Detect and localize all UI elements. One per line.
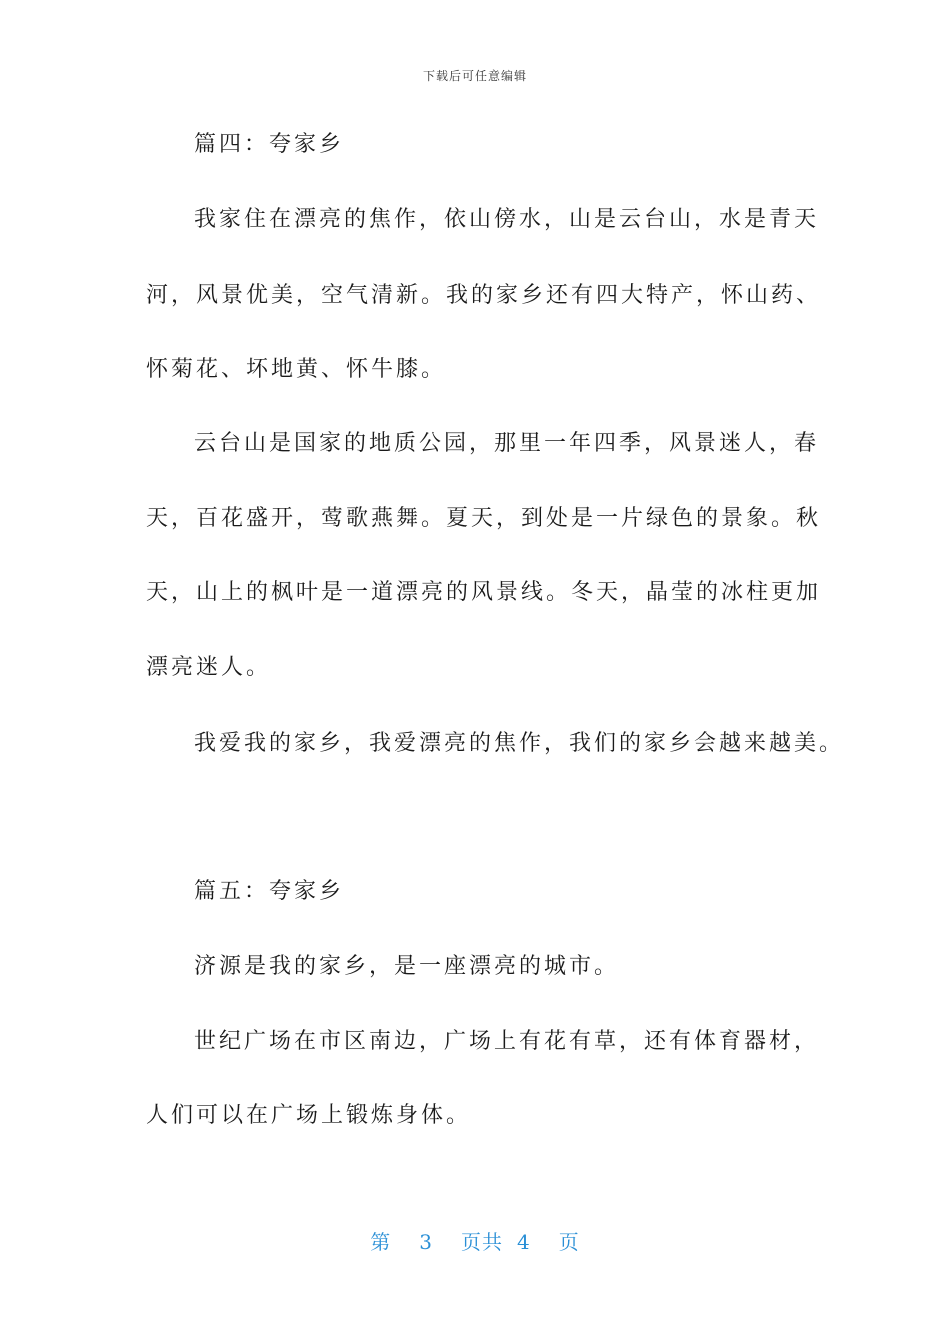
section-4-paragraph-1-line-2: 河，风景优美，空气清新。我的家乡还有四大特产，怀山药、 (146, 283, 822, 308)
footer-total-pages: 4 (517, 1230, 531, 1254)
section-4-paragraph-2-line-3: 天，山上的枫叶是一道漂亮的风景线。冬天，晶莹的冰柱更加 (146, 580, 822, 605)
section-5-paragraph-2-line-1: 世纪广场在市区南边，广场上有花有草，还有体育器材， (194, 1029, 820, 1054)
footer-ye: 页 (558, 1230, 580, 1254)
footer-di: 第 (370, 1230, 392, 1254)
footer-ye-gong: 页共 (461, 1230, 503, 1254)
header-note: 下载后可任意编辑 (422, 69, 527, 83)
section-4-paragraph-1-line-3: 怀菊花、坏地黄、怀牛膝。 (146, 357, 447, 382)
section-4-paragraph-2-line-4: 漂亮迷人。 (146, 655, 272, 680)
page-footer (0, 1226, 950, 1255)
section-4-paragraph-2-line-1: 云台山是国家的地质公园，那里一年四季，风景迷人，春 (194, 431, 820, 456)
section-4-title: 篇四：夸家乡 (194, 132, 345, 157)
section-5-paragraph-2-line-2: 人们可以在广场上锻炼身体。 (146, 1103, 472, 1128)
section-4-paragraph-1-line-1: 我家住在漂亮的焦作，依山傍水，山是云台山，水是青天 (194, 207, 820, 232)
footer-page-number: 3 (419, 1230, 433, 1254)
section-5-paragraph-1-line-1: 济源是我的家乡，是一座漂亮的城市。 (194, 954, 620, 979)
section-4-paragraph-2-line-2: 天，百花盛开，莺歌燕舞。夏天，到处是一片绿色的景象。秋 (146, 506, 822, 531)
section-5-title: 篇五：夸家乡 (194, 879, 345, 904)
section-4-paragraph-3-line-1: 我爱我的家乡，我爱漂亮的焦作，我们的家乡会越来越美。 (194, 731, 845, 756)
